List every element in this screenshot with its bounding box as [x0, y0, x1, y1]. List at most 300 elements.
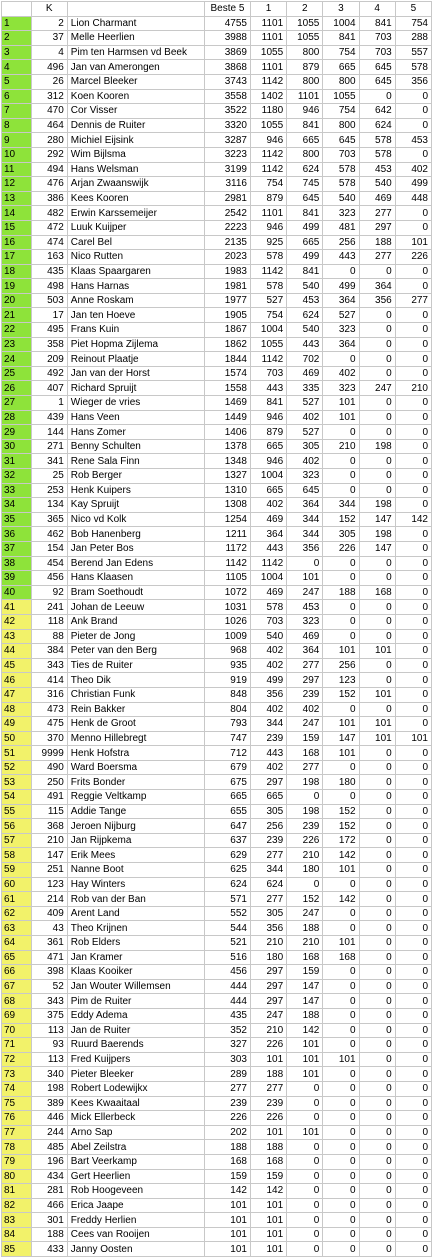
score4-cell[interactable]: 578	[359, 147, 395, 162]
score2-cell[interactable]: 188	[287, 921, 323, 936]
rank-cell[interactable]: 85	[2, 1242, 32, 1257]
k-cell[interactable]: 389	[31, 1096, 67, 1111]
score5-cell[interactable]: 0	[395, 1184, 431, 1199]
rank-cell[interactable]: 13	[2, 191, 32, 206]
player-name-cell[interactable]: Jan Kramer	[67, 950, 204, 965]
score5-cell[interactable]: 0	[395, 1008, 431, 1023]
k-cell[interactable]: 163	[31, 250, 67, 265]
rank-cell[interactable]: 39	[2, 571, 32, 586]
score5-cell[interactable]: 101	[395, 731, 431, 746]
score2-cell[interactable]: 0	[287, 1198, 323, 1213]
player-name-cell[interactable]: Janny Oosten	[67, 1242, 204, 1257]
player-name-cell[interactable]: Marcel Bleeker	[67, 74, 204, 89]
score5-cell[interactable]: 0	[395, 1067, 431, 1082]
rank-cell[interactable]: 4	[2, 60, 32, 75]
score5-cell[interactable]: 0	[395, 527, 431, 542]
score4-cell[interactable]: 0	[359, 425, 395, 440]
k-cell[interactable]: 496	[31, 60, 67, 75]
rank-cell[interactable]: 73	[2, 1067, 32, 1082]
score2-cell[interactable]: 879	[287, 60, 323, 75]
score4-cell[interactable]: 0	[359, 1008, 395, 1023]
rank-cell[interactable]: 75	[2, 1096, 32, 1111]
rank-cell[interactable]: 27	[2, 396, 32, 411]
best5-cell[interactable]: 1026	[204, 614, 250, 629]
k-cell[interactable]: 398	[31, 965, 67, 980]
score3-cell[interactable]: 0	[323, 1184, 359, 1199]
rank-cell[interactable]: 78	[2, 1140, 32, 1155]
k-cell[interactable]: 292	[31, 147, 67, 162]
k-cell[interactable]: 433	[31, 1242, 67, 1257]
k-cell[interactable]: 341	[31, 454, 67, 469]
k-cell[interactable]: 471	[31, 950, 67, 965]
score5-cell[interactable]: 0	[395, 717, 431, 732]
rank-cell[interactable]: 55	[2, 804, 32, 819]
player-name-cell[interactable]: Hay Winters	[67, 877, 204, 892]
score4-cell[interactable]: 0	[359, 352, 395, 367]
score1-cell[interactable]: 356	[250, 921, 286, 936]
k-cell[interactable]: 490	[31, 760, 67, 775]
k-cell[interactable]: 446	[31, 1111, 67, 1126]
score5-cell[interactable]: 0	[395, 994, 431, 1009]
rank-cell[interactable]: 57	[2, 833, 32, 848]
best5-cell[interactable]: 435	[204, 1008, 250, 1023]
best5-cell[interactable]: 747	[204, 731, 250, 746]
score1-cell[interactable]: 305	[250, 906, 286, 921]
score1-cell[interactable]: 1101	[250, 31, 286, 46]
best5-cell[interactable]: 1327	[204, 469, 250, 484]
score2-cell[interactable]: 469	[287, 629, 323, 644]
score3-cell[interactable]: 800	[323, 74, 359, 89]
score4-cell[interactable]: 0	[359, 863, 395, 878]
rank-cell[interactable]: 6	[2, 89, 32, 104]
score2-cell[interactable]: 453	[287, 600, 323, 615]
score5-cell[interactable]: 0	[395, 936, 431, 951]
k-cell[interactable]: 196	[31, 1154, 67, 1169]
score1-cell[interactable]: 443	[250, 541, 286, 556]
best5-cell[interactable]: 1348	[204, 454, 250, 469]
player-name-cell[interactable]: Frits Bonder	[67, 775, 204, 790]
score1-cell[interactable]: 142	[250, 1184, 286, 1199]
score1-cell[interactable]: 277	[250, 892, 286, 907]
score1-cell[interactable]: 226	[250, 1111, 286, 1126]
score4-cell[interactable]: 703	[359, 45, 395, 60]
rank-cell[interactable]: 15	[2, 220, 32, 235]
score1-cell[interactable]: 1142	[250, 74, 286, 89]
score4-cell[interactable]: 0	[359, 906, 395, 921]
rank-cell[interactable]: 84	[2, 1227, 32, 1242]
score1-cell[interactable]: 1142	[250, 264, 286, 279]
header-cell[interactable]: 1	[250, 2, 286, 17]
score2-cell[interactable]: 101	[287, 1038, 323, 1053]
score5-cell[interactable]: 0	[395, 454, 431, 469]
score3-cell[interactable]: 0	[323, 469, 359, 484]
player-name-cell[interactable]: Christian Funk	[67, 687, 204, 702]
score1-cell[interactable]: 1055	[250, 118, 286, 133]
score5-cell[interactable]: 0	[395, 1038, 431, 1053]
k-cell[interactable]: 17	[31, 308, 67, 323]
k-cell[interactable]: 365	[31, 512, 67, 527]
score3-cell[interactable]: 101	[323, 717, 359, 732]
score1-cell[interactable]: 1402	[250, 89, 286, 104]
best5-cell[interactable]: 1378	[204, 439, 250, 454]
player-name-cell[interactable]: Mick Ellerbeck	[67, 1111, 204, 1126]
score3-cell[interactable]: 0	[323, 1198, 359, 1213]
best5-cell[interactable]: 1867	[204, 323, 250, 338]
player-name-cell[interactable]: Frans Kuin	[67, 323, 204, 338]
score2-cell[interactable]: 1055	[287, 16, 323, 31]
score5-cell[interactable]: 0	[395, 1169, 431, 1184]
player-name-cell[interactable]: Nanne Boot	[67, 863, 204, 878]
rank-cell[interactable]: 69	[2, 1008, 32, 1023]
score2-cell[interactable]: 841	[287, 118, 323, 133]
score4-cell[interactable]: 356	[359, 293, 395, 308]
score3-cell[interactable]: 754	[323, 104, 359, 119]
score3-cell[interactable]: 0	[323, 264, 359, 279]
k-cell[interactable]: 118	[31, 614, 67, 629]
score4-cell[interactable]: 645	[359, 74, 395, 89]
k-cell[interactable]: 244	[31, 1125, 67, 1140]
best5-cell[interactable]: 521	[204, 936, 250, 951]
best5-cell[interactable]: 637	[204, 833, 250, 848]
score1-cell[interactable]: 402	[250, 658, 286, 673]
score3-cell[interactable]: 323	[323, 381, 359, 396]
best5-cell[interactable]: 793	[204, 717, 250, 732]
score5-cell[interactable]: 0	[395, 746, 431, 761]
k-cell[interactable]: 343	[31, 994, 67, 1009]
score1-cell[interactable]: 1180	[250, 104, 286, 119]
score4-cell[interactable]: 0	[359, 1140, 395, 1155]
best5-cell[interactable]: 1105	[204, 571, 250, 586]
player-name-cell[interactable]: Hans Klaasen	[67, 571, 204, 586]
score5-cell[interactable]: 0	[395, 848, 431, 863]
player-name-cell[interactable]: Hans Zomer	[67, 425, 204, 440]
player-name-cell[interactable]: Eddy Adema	[67, 1008, 204, 1023]
rank-cell[interactable]: 40	[2, 585, 32, 600]
score1-cell[interactable]: 1101	[250, 16, 286, 31]
score4-cell[interactable]: 642	[359, 104, 395, 119]
score2-cell[interactable]: 402	[287, 410, 323, 425]
score4-cell[interactable]: 198	[359, 498, 395, 513]
player-name-cell[interactable]: Carel Bel	[67, 235, 204, 250]
player-name-cell[interactable]: Wieger de vries	[67, 396, 204, 411]
k-cell[interactable]: 492	[31, 366, 67, 381]
score3-cell[interactable]: 210	[323, 439, 359, 454]
rank-cell[interactable]: 68	[2, 994, 32, 1009]
rank-cell[interactable]: 17	[2, 250, 32, 265]
score2-cell[interactable]: 946	[287, 104, 323, 119]
k-cell[interactable]: 113	[31, 1052, 67, 1067]
best5-cell[interactable]: 202	[204, 1125, 250, 1140]
score4-cell[interactable]: 0	[359, 1111, 395, 1126]
rank-cell[interactable]: 32	[2, 469, 32, 484]
score4-cell[interactable]: 0	[359, 1154, 395, 1169]
score2-cell[interactable]: 1101	[287, 89, 323, 104]
player-name-cell[interactable]: Arno Sap	[67, 1125, 204, 1140]
score5-cell[interactable]: 210	[395, 381, 431, 396]
score5-cell[interactable]: 0	[395, 1023, 431, 1038]
score2-cell[interactable]: 356	[287, 541, 323, 556]
score3-cell[interactable]: 481	[323, 220, 359, 235]
score3-cell[interactable]: 152	[323, 804, 359, 819]
score5-cell[interactable]: 0	[395, 863, 431, 878]
k-cell[interactable]: 250	[31, 775, 67, 790]
score2-cell[interactable]: 443	[287, 337, 323, 352]
score2-cell[interactable]: 0	[287, 1096, 323, 1111]
score3-cell[interactable]: 364	[323, 293, 359, 308]
score1-cell[interactable]: 1142	[250, 556, 286, 571]
k-cell[interactable]: 198	[31, 1081, 67, 1096]
rank-cell[interactable]: 37	[2, 541, 32, 556]
score5-cell[interactable]: 0	[395, 483, 431, 498]
score5-cell[interactable]: 0	[395, 89, 431, 104]
score5-cell[interactable]: 0	[395, 1096, 431, 1111]
score4-cell[interactable]: 0	[359, 994, 395, 1009]
score3-cell[interactable]: 0	[323, 1169, 359, 1184]
score4-cell[interactable]: 0	[359, 1096, 395, 1111]
score3-cell[interactable]: 256	[323, 658, 359, 673]
score3-cell[interactable]: 0	[323, 571, 359, 586]
best5-cell[interactable]: 1031	[204, 600, 250, 615]
score1-cell[interactable]: 297	[250, 994, 286, 1009]
player-name-cell[interactable]: Reinout Plaatje	[67, 352, 204, 367]
k-cell[interactable]: 466	[31, 1198, 67, 1213]
rank-cell[interactable]: 58	[2, 848, 32, 863]
score5-cell[interactable]: 754	[395, 16, 431, 31]
rank-cell[interactable]: 83	[2, 1213, 32, 1228]
score3-cell[interactable]: 101	[323, 863, 359, 878]
rank-cell[interactable]: 30	[2, 439, 32, 454]
best5-cell[interactable]: 188	[204, 1140, 250, 1155]
rank-cell[interactable]: 35	[2, 512, 32, 527]
score4-cell[interactable]: 0	[359, 921, 395, 936]
k-cell[interactable]: 454	[31, 556, 67, 571]
score5-cell[interactable]: 0	[395, 410, 431, 425]
k-cell[interactable]: 472	[31, 220, 67, 235]
player-name-cell[interactable]: Pieter de Jong	[67, 629, 204, 644]
best5-cell[interactable]: 1977	[204, 293, 250, 308]
score4-cell[interactable]: 0	[359, 819, 395, 834]
score4-cell[interactable]: 0	[359, 1169, 395, 1184]
score2-cell[interactable]: 527	[287, 425, 323, 440]
score3-cell[interactable]: 0	[323, 425, 359, 440]
score4-cell[interactable]: 0	[359, 1213, 395, 1228]
score3-cell[interactable]: 364	[323, 337, 359, 352]
score1-cell[interactable]: 578	[250, 600, 286, 615]
score4-cell[interactable]: 188	[359, 235, 395, 250]
score2-cell[interactable]: 247	[287, 906, 323, 921]
score4-cell[interactable]: 198	[359, 439, 395, 454]
score5-cell[interactable]: 101	[395, 235, 431, 250]
score1-cell[interactable]: 665	[250, 483, 286, 498]
best5-cell[interactable]: 1862	[204, 337, 250, 352]
score2-cell[interactable]: 344	[287, 527, 323, 542]
rank-cell[interactable]: 52	[2, 760, 32, 775]
k-cell[interactable]: 464	[31, 118, 67, 133]
rank-cell[interactable]: 38	[2, 556, 32, 571]
score1-cell[interactable]: 239	[250, 833, 286, 848]
player-name-cell[interactable]: Ank Brand	[67, 614, 204, 629]
rank-cell[interactable]: 7	[2, 104, 32, 119]
score3-cell[interactable]: 0	[323, 965, 359, 980]
best5-cell[interactable]: 624	[204, 877, 250, 892]
k-cell[interactable]: 2	[31, 16, 67, 31]
score3-cell[interactable]: 578	[323, 162, 359, 177]
score2-cell[interactable]: 0	[287, 1081, 323, 1096]
score4-cell[interactable]: 0	[359, 469, 395, 484]
score3-cell[interactable]: 0	[323, 1008, 359, 1023]
score1-cell[interactable]: 578	[250, 279, 286, 294]
score4-cell[interactable]: 0	[359, 790, 395, 805]
score2-cell[interactable]: 0	[287, 1169, 323, 1184]
score5-cell[interactable]: 0	[395, 323, 431, 338]
score5-cell[interactable]: 0	[395, 687, 431, 702]
score4-cell[interactable]: 703	[359, 31, 395, 46]
best5-cell[interactable]: 168	[204, 1154, 250, 1169]
score2-cell[interactable]: 0	[287, 1154, 323, 1169]
score3-cell[interactable]: 142	[323, 892, 359, 907]
score1-cell[interactable]: 665	[250, 439, 286, 454]
score4-cell[interactable]: 168	[359, 585, 395, 600]
k-cell[interactable]: 93	[31, 1038, 67, 1053]
player-name-cell[interactable]: Hans Welsman	[67, 162, 204, 177]
score1-cell[interactable]: 624	[250, 877, 286, 892]
rank-cell[interactable]: 72	[2, 1052, 32, 1067]
player-name-cell[interactable]: Luuk Kuijper	[67, 220, 204, 235]
player-name-cell[interactable]: Erwin Karssemeijer	[67, 206, 204, 221]
score4-cell[interactable]: 277	[359, 250, 395, 265]
score3-cell[interactable]: 168	[323, 950, 359, 965]
player-name-cell[interactable]: Berend Jan Edens	[67, 556, 204, 571]
rank-cell[interactable]: 29	[2, 425, 32, 440]
score3-cell[interactable]: 0	[323, 1081, 359, 1096]
best5-cell[interactable]: 1072	[204, 585, 250, 600]
score2-cell[interactable]: 168	[287, 950, 323, 965]
rank-cell[interactable]: 50	[2, 731, 32, 746]
best5-cell[interactable]: 625	[204, 863, 250, 878]
rank-cell[interactable]: 24	[2, 352, 32, 367]
k-cell[interactable]: 474	[31, 235, 67, 250]
score3-cell[interactable]: 0	[323, 1096, 359, 1111]
score5-cell[interactable]: 0	[395, 1052, 431, 1067]
player-name-cell[interactable]: Wim Bijlsma	[67, 147, 204, 162]
score5-cell[interactable]: 0	[395, 439, 431, 454]
score4-cell[interactable]: 364	[359, 279, 395, 294]
rank-cell[interactable]: 80	[2, 1169, 32, 1184]
player-name-cell[interactable]: Johan de Leeuw	[67, 600, 204, 615]
score4-cell[interactable]: 841	[359, 16, 395, 31]
score2-cell[interactable]: 159	[287, 965, 323, 980]
best5-cell[interactable]: 2981	[204, 191, 250, 206]
best5-cell[interactable]: 3988	[204, 31, 250, 46]
score5-cell[interactable]: 0	[395, 644, 431, 659]
rank-cell[interactable]: 19	[2, 279, 32, 294]
score1-cell[interactable]: 443	[250, 746, 286, 761]
k-cell[interactable]: 494	[31, 162, 67, 177]
k-cell[interactable]: 4	[31, 45, 67, 60]
header-cell[interactable]	[67, 2, 204, 17]
score1-cell[interactable]: 946	[250, 410, 286, 425]
player-name-cell[interactable]: Reggie Veltkamp	[67, 790, 204, 805]
score3-cell[interactable]: 540	[323, 191, 359, 206]
player-name-cell[interactable]: Rob Elders	[67, 936, 204, 951]
score3-cell[interactable]: 0	[323, 1213, 359, 1228]
player-name-cell[interactable]: Jan ten Hoeve	[67, 308, 204, 323]
score4-cell[interactable]: 0	[359, 454, 395, 469]
score1-cell[interactable]: 180	[250, 950, 286, 965]
score3-cell[interactable]: 0	[323, 1227, 359, 1242]
score4-cell[interactable]: 0	[359, 1198, 395, 1213]
score5-cell[interactable]: 0	[395, 1242, 431, 1257]
best5-cell[interactable]: 444	[204, 979, 250, 994]
score2-cell[interactable]: 745	[287, 177, 323, 192]
k-cell[interactable]: 9999	[31, 746, 67, 761]
score5-cell[interactable]: 453	[395, 133, 431, 148]
score1-cell[interactable]: 159	[250, 1169, 286, 1184]
score5-cell[interactable]: 0	[395, 877, 431, 892]
score1-cell[interactable]: 256	[250, 819, 286, 834]
score5-cell[interactable]: 0	[395, 1140, 431, 1155]
k-cell[interactable]: 52	[31, 979, 67, 994]
score2-cell[interactable]: 665	[287, 235, 323, 250]
score1-cell[interactable]: 1101	[250, 60, 286, 75]
player-name-cell[interactable]: Koen Kooren	[67, 89, 204, 104]
k-cell[interactable]: 375	[31, 1008, 67, 1023]
score5-cell[interactable]: 288	[395, 31, 431, 46]
score5-cell[interactable]: 0	[395, 556, 431, 571]
player-name-cell[interactable]: Jan Peter Bos	[67, 541, 204, 556]
score3-cell[interactable]: 0	[323, 906, 359, 921]
rank-cell[interactable]: 28	[2, 410, 32, 425]
score2-cell[interactable]: 305	[287, 439, 323, 454]
rank-cell[interactable]: 41	[2, 600, 32, 615]
player-name-cell[interactable]: Cees van Rooijen	[67, 1227, 204, 1242]
k-cell[interactable]: 462	[31, 527, 67, 542]
player-name-cell[interactable]: Benny Schulten	[67, 439, 204, 454]
score1-cell[interactable]: 239	[250, 1096, 286, 1111]
score2-cell[interactable]: 800	[287, 147, 323, 162]
score3-cell[interactable]: 180	[323, 775, 359, 790]
score2-cell[interactable]: 0	[287, 1111, 323, 1126]
k-cell[interactable]: 476	[31, 177, 67, 192]
rank-cell[interactable]: 43	[2, 629, 32, 644]
rank-cell[interactable]: 16	[2, 235, 32, 250]
player-name-cell[interactable]: Robert Lodewijkx	[67, 1081, 204, 1096]
score5-cell[interactable]: 0	[395, 308, 431, 323]
player-name-cell[interactable]: Arent Land	[67, 906, 204, 921]
best5-cell[interactable]: 1211	[204, 527, 250, 542]
rank-cell[interactable]: 2	[2, 31, 32, 46]
score3-cell[interactable]: 256	[323, 235, 359, 250]
score5-cell[interactable]: 0	[395, 1081, 431, 1096]
player-name-cell[interactable]: Jan de Ruiter	[67, 1023, 204, 1038]
score5-cell[interactable]: 0	[395, 1198, 431, 1213]
best5-cell[interactable]: 1308	[204, 498, 250, 513]
header-cell[interactable]: K	[31, 2, 67, 17]
score1-cell[interactable]: 297	[250, 775, 286, 790]
player-name-cell[interactable]: Nico Rutten	[67, 250, 204, 265]
score3-cell[interactable]: 754	[323, 45, 359, 60]
score1-cell[interactable]: 443	[250, 381, 286, 396]
score4-cell[interactable]: 0	[359, 571, 395, 586]
score4-cell[interactable]: 0	[359, 936, 395, 951]
score2-cell[interactable]: 499	[287, 220, 323, 235]
score4-cell[interactable]: 198	[359, 527, 395, 542]
score1-cell[interactable]: 1142	[250, 162, 286, 177]
rank-cell[interactable]: 42	[2, 614, 32, 629]
k-cell[interactable]: 409	[31, 906, 67, 921]
score2-cell[interactable]: 0	[287, 556, 323, 571]
score5-cell[interactable]: 0	[395, 469, 431, 484]
